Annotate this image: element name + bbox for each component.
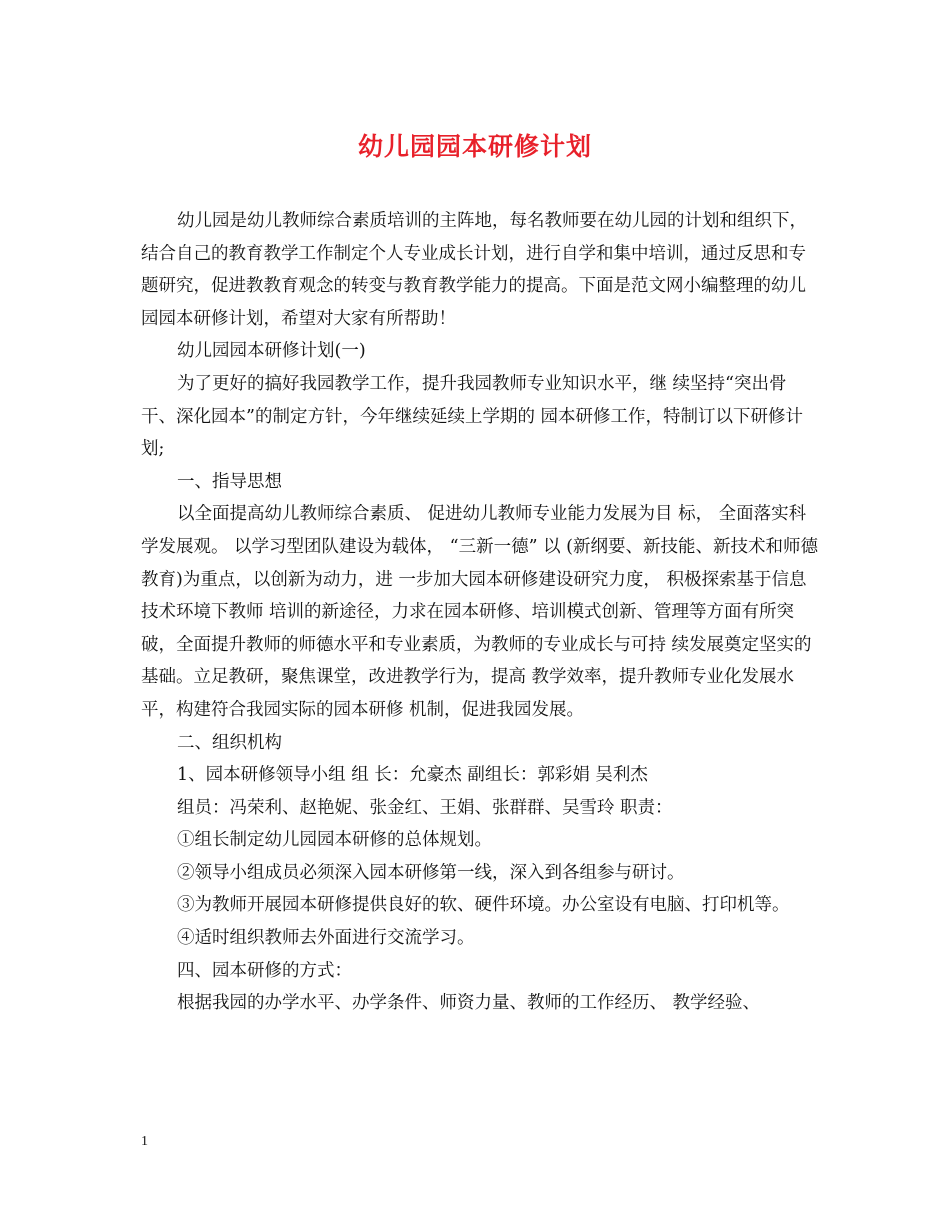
- document-body: [141, 205, 821, 1020]
- leadership-group-line: 1、园本研修领导小组 组 长：允豪杰 副组长：郭彩娟 吴利杰: [177, 765, 648, 786]
- members-line: 组员：冯荣利、赵艳妮、张金红、王娟、张群群、吴雪玲 职责：: [177, 797, 673, 818]
- duty-item-1: ①组长制定幼儿园园本研修的总体规划。: [177, 830, 492, 851]
- purpose-paragraph: 为了更好的搞好我园教学工作，提升我园教师专业知识水平，继 续坚持“突出骨干、深化园本”的制定方针，今年继续延续上学期的 园本研修工作，特制订以下研修计划;: [141, 373, 804, 460]
- duty-item-3: ③为教师开展园本研修提供良好的软、硬件环境。办公室设有电脑、打印机等。: [177, 895, 790, 916]
- section-heading-methods: 四、园本研修的方式：: [177, 960, 352, 981]
- plan-subtitle: 幼儿园园本研修计划(一): [177, 341, 366, 362]
- guiding-ideas-paragraph: 以全面提高幼儿教师综合素质、 促进幼儿教师专业能力发展为目 标， 全面落实科学发展观。 以学习型团队建设为载体， “三新一德” 以 (新纲要、新技能、新技术和师德教育)为重点，以创新为动力，进 一步加大园本研修建设研究力度， 积极探索基于信息技术环境下教师 培训的新途径，力求在园本研修、培训模式创新、管理等方面有所突 破，全面提升教师的师德水平和专业素质，为教师的专业成长与可持 续发展奠定坚实的基础。立足教研，聚焦课堂，改进教学行为，提高 教学效率，提升教师专业化发展水平，构建符合我园实际的园本研修 机制，促进我园发展。: [141, 504, 818, 720]
- duty-item-4: ④适时组织教师去外面进行交流学习。: [177, 928, 475, 949]
- duty-item-2: ②领导小组成员必须深入园本研修第一线，深入到各组参与研讨。: [177, 862, 685, 883]
- page-number: 1: [141, 1134, 148, 1149]
- section-heading-organization: 二、组织机构: [177, 732, 282, 753]
- intro-paragraph: 幼儿园是幼儿教师综合素质培训的主阵地，每名教师要在幼儿园的计划和组织下，结合自己的教育教学工作制定个人专业成长计划，进行自学和集中培训，通过反思和专题研究，促进教教育观念的转变与教育教学能力的提高。下面是范文网小编整理的幼儿园园本研修计划，希望对大家有所帮助！: [141, 211, 807, 329]
- methods-paragraph: 根据我园的办学水平、办学条件、师资力量、教师的工作经历、 教学经验、: [177, 993, 761, 1014]
- document-title: 幼儿园园本研修计划: [357, 132, 592, 161]
- section-heading-guiding-ideas: 一、指导思想: [177, 471, 282, 492]
